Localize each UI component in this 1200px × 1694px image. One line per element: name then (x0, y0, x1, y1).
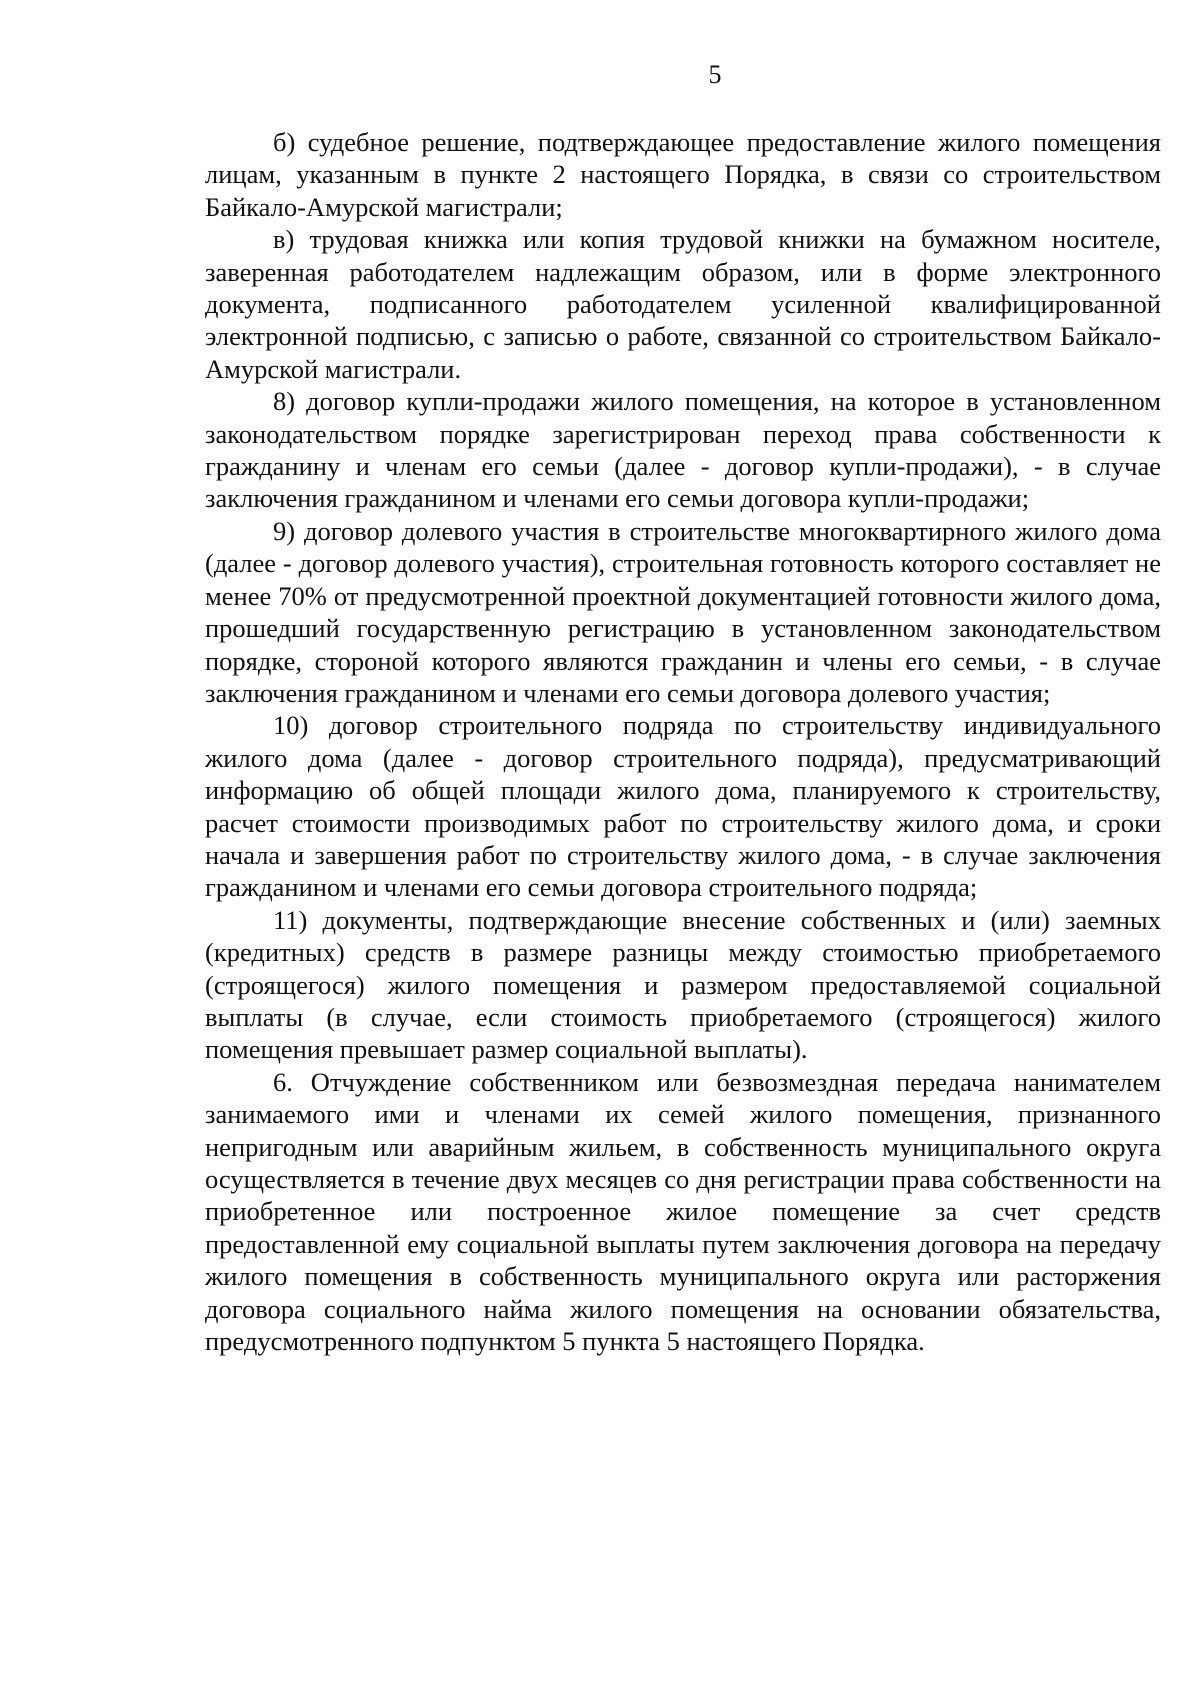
document-body (205, 126, 1161, 1357)
page-number: 5 (708, 60, 722, 89)
paragraph-9-shared-construction-contract: 9) договор долевого участия в строительстве многоквартирного жилого дома (далее - договор долевого участия), строительная готовность которого составляет не менее 70% от предусмотренной проектной документацией готовности жилого дома, прошедший государственную регистрацию в установленном законодательством порядке, стороной которого являются гражданин и члены его семьи, - в случае заключения гражданином и членами его семьи договора долевого участия; (205, 515, 1161, 708)
paragraph-8-sale-contract: 8) договор купли-продажи жилого помещения, на которое в установленном законодательством порядке зарегистрирован переход права собственности к гражданину и членам его семьи (далее - договор купли-продажи), - в случае заключения гражданином и членами его семьи договора купли-продажи; (205, 386, 1161, 514)
paragraph-6-alienation: 6. Отчуждение собственником или безвозмездная передача нанимателем занимаемого ими и членами их семей жилого помещения, признанного непригодным или аварийным жильем, в собственность муниципального округа осуществляется в течение двух месяцев со дня регистрации права собственности на приобретенное или построенное жилое помещение за счет средств предоставленной ему социальной выплаты путем заключения договора на передачу жилого помещения в собственность муниципального округа или расторжения договора социального найма жилого помещения на основании обязательства, предусмотренного подпунктом 5 пункта 5 настоящего Порядка. (205, 1066, 1161, 1357)
paragraph-11-payment-documents: 11) документы, подтверждающие внесение собственных и (или) заемных (кредитных) средств в размере разницы между стоимостью приобретаемого (строящегося) жилого помещения и размером предоставляемой социальной выплаты (в случае, если стоимость приобретаемого (строящегося) жилого помещения превышает размер социальной выплаты). (205, 904, 1161, 1065)
paragraph-v-work-record-book: в) трудовая книжка или копия трудовой книжки на бумажном носителе, заверенная работодателем надлежащим образом, или в форме электронного документа, подписанного работодателем усиленной квалифицированной электронной подписью, с записью о работе, связанной со строительством Байкало-Амурской магистрали. (205, 224, 1161, 384)
paragraph-10-construction-contract: 10) договор строительного подряда по строительству индивидуального жилого дома (далее - договор строительного подряда), предусматривающий информацию об общей площади жилого дома, планируемого к строительству, расчет стоимости производимых работ по строительству жилого дома, и сроки начала и завершения работ по строительству жилого дома, - в случае заключения гражданином и членами его семьи договора строительного подряда; (205, 710, 1161, 903)
paragraph-b-court-decision: б) судебное решение, подтверждающее предоставление жилого помещения лицам, указанным в пункте 2 настоящего Порядка, в связи со строительством Байкало-Амурской магистрали; (205, 127, 1161, 222)
